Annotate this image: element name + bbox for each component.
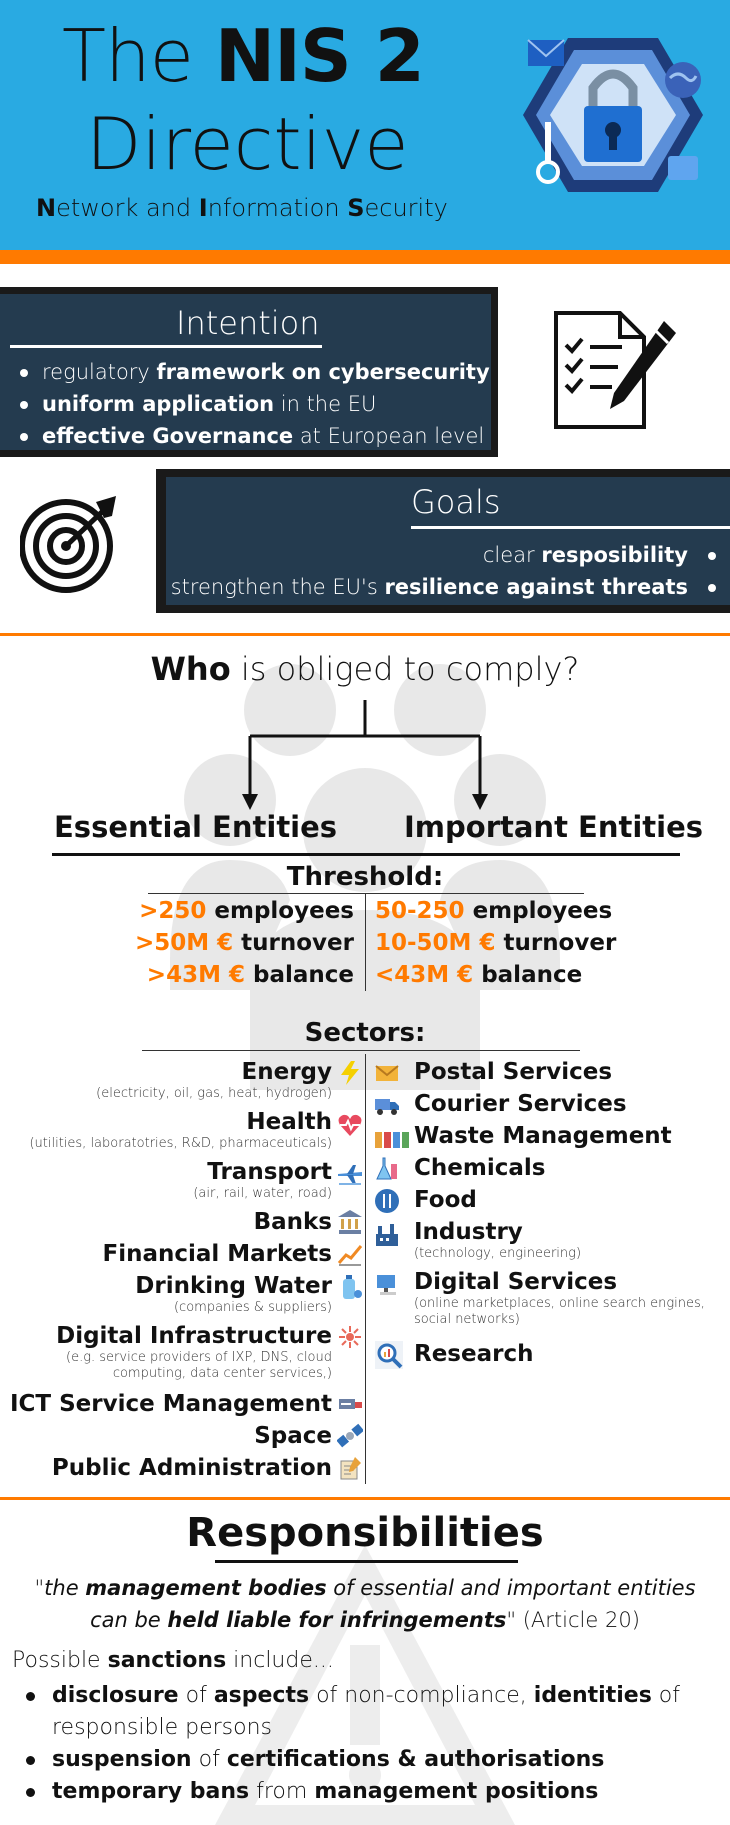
responsibilities-underline <box>215 1560 518 1563</box>
page-title <box>62 14 424 98</box>
list-item: temporary bans from management positions <box>20 1776 720 1808</box>
intention-box <box>0 287 498 457</box>
sector-postal-services: Postal Services <box>414 1059 613 1085</box>
server-icon <box>337 1391 363 1417</box>
heartbeat-icon <box>337 1112 363 1138</box>
intention-underline <box>10 345 322 348</box>
list-item: regulatory framework on cybersecurity <box>20 356 490 388</box>
computer-icon <box>374 1272 400 1298</box>
important-threshold-turnover: 10-50M € turnover <box>375 930 617 956</box>
sectors-rule <box>142 1050 580 1051</box>
sanctions-intro: Possible sanctions include... <box>12 1648 334 1673</box>
goals-box <box>156 469 730 613</box>
responsibilities-title: Responsibilities <box>186 1510 544 1556</box>
list-item: suspension of certifications & authorisations <box>20 1744 720 1776</box>
intention-list <box>20 356 490 452</box>
sector-drinking-water: Drinking Water (companies & suppliers) <box>135 1273 332 1315</box>
list-item: clear resposibility <box>171 539 716 571</box>
orange-stripe <box>0 250 730 264</box>
who-title: Who is obliged to comply? <box>150 650 580 688</box>
essential-threshold-turnover: >50M € turnover <box>134 930 354 956</box>
threshold-divider <box>365 893 366 991</box>
important-threshold-employees: 50-250 employees <box>375 898 613 924</box>
network-icon <box>337 1324 363 1350</box>
entities-rule <box>52 853 680 856</box>
satellite-icon <box>337 1423 363 1449</box>
branch-arrows <box>230 700 500 812</box>
sector-transport: Transport (air, rail, water, road) <box>193 1159 332 1201</box>
magnifier-icon <box>374 1340 404 1370</box>
sector-research: Research <box>414 1341 534 1367</box>
padlock-shield-icon <box>518 30 708 200</box>
sector-digital-services: Digital Services (online marketplaces, online search engines, social networks) <box>414 1269 705 1327</box>
sector-ict-service-management: ICT Service Management <box>9 1391 332 1417</box>
target-icon <box>20 496 120 596</box>
page-title-directive: Directive <box>86 102 409 186</box>
section-divider <box>0 633 730 636</box>
truck-icon <box>374 1092 400 1118</box>
essential-threshold-employees: >250 employees <box>139 898 354 924</box>
sector-chemicals: Chemicals <box>414 1155 546 1181</box>
sector-industry: Industry (technology, engineering) <box>414 1219 582 1261</box>
factory-icon <box>374 1222 400 1248</box>
sector-space: Space <box>254 1423 332 1449</box>
sectors-divider <box>365 1054 366 1484</box>
threshold-title: Threshold: <box>286 862 444 892</box>
cutlery-icon <box>374 1188 400 1214</box>
water-bottle-icon <box>337 1274 363 1300</box>
threshold-rule <box>148 893 584 894</box>
list-item: uniform application in the EU <box>20 388 490 420</box>
waste-bins-icon <box>374 1124 410 1150</box>
sector-waste-management: Waste Management <box>414 1123 672 1149</box>
sector-food: Food <box>414 1187 477 1213</box>
sector-financial-markets: Financial Markets <box>102 1241 332 1267</box>
trend-chart-icon <box>337 1241 363 1267</box>
section-divider <box>0 1497 730 1500</box>
goals-list <box>171 539 716 603</box>
sector-digital-infrastructure: Digital Infrastructure (e.g. service providers of IXP, DNS, cloud computing, data center services,) <box>56 1323 332 1381</box>
goals-underline <box>411 526 730 529</box>
checklist-pen-icon <box>552 305 682 435</box>
header-banner <box>0 0 730 250</box>
lightning-icon <box>337 1060 363 1086</box>
title-the: The <box>62 14 193 98</box>
title-nis2: NIS 2 <box>214 14 424 98</box>
sector-public-administration: Public Administration <box>51 1455 332 1481</box>
goals-title: Goals <box>411 483 501 521</box>
sector-energy: Energy (electricity, oil, gas, heat, hydrogen) <box>96 1059 332 1101</box>
list-item: disclosure of aspects of non-compliance, identities of responsible persons <box>20 1680 720 1744</box>
sector-courier-services: Courier Services <box>414 1091 627 1117</box>
intention-title: Intention <box>176 304 320 342</box>
sectors-title: Sectors: <box>304 1018 426 1048</box>
list-item: strengthen the EU's resilience against threats <box>171 571 716 603</box>
essential-entities-heading: Essential Entities <box>54 810 338 844</box>
airplane-icon <box>337 1162 363 1188</box>
sanctions-list <box>20 1680 720 1808</box>
important-entities-heading: Important Entities <box>404 810 704 844</box>
administration-icon <box>337 1455 363 1481</box>
bank-icon <box>337 1209 363 1235</box>
article-quote: "the management bodies of essential and important entities can be held liable for infringements" (Article 20) <box>34 1576 696 1632</box>
list-item: effective Governance at European level <box>20 420 490 452</box>
important-threshold-balance: <43M € balance <box>375 962 583 988</box>
subtitle: Network and Information Security <box>36 194 448 222</box>
essential-threshold-balance: >43M € balance <box>146 962 354 988</box>
goals-panel <box>166 477 730 605</box>
sector-health: Health (utilities, laboratotries, R&D, pharmaceuticals) <box>29 1109 332 1151</box>
sector-banks: Banks <box>253 1209 332 1235</box>
envelope-icon <box>374 1060 400 1086</box>
flask-icon <box>374 1156 400 1182</box>
